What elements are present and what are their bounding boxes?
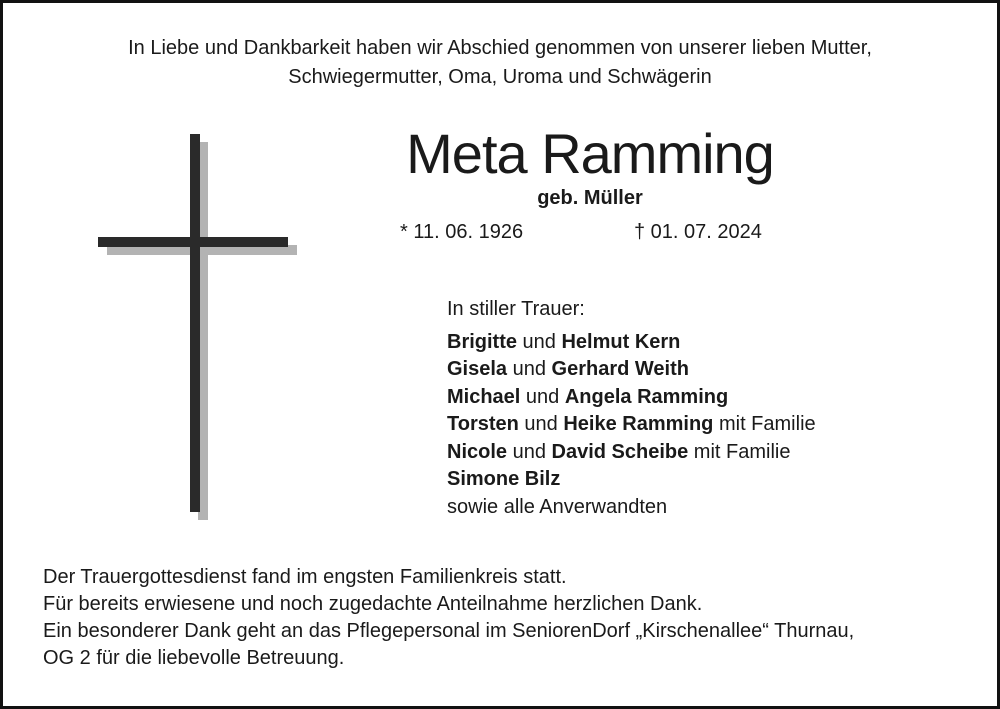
birth-date: * 11. 06. 1926 [400, 221, 524, 243]
mourner-name: Torsten [447, 413, 519, 435]
mourner-name: Nicole [447, 440, 508, 463]
intro-line: In Liebe und Dankbarkeit haben wir Abschied genommen von unserer lieben Mutter, [128, 37, 872, 59]
closing-line: OG 2 für die liebevolle Betreuung. [43, 647, 345, 669]
closing-line: Der Trauergottesdienst fand im engsten Familienkreis statt. [43, 566, 567, 588]
mourner-suffix: mit Familie [713, 413, 816, 435]
mourner-joiner: und [507, 440, 552, 463]
death-date: † 01. 07. 2024 [634, 221, 762, 243]
mourner-entry [447, 384, 816, 412]
mourner-name: Michael [447, 385, 521, 408]
mourner-joiner: und [518, 413, 564, 435]
mourner-name: Heike Ramming [563, 413, 714, 435]
mourners-list [447, 296, 816, 521]
mourners-closing: sowie alle Anverwandten [447, 495, 668, 518]
mourner-name: Simone Bilz [447, 468, 561, 490]
mourner-joiner: und [517, 330, 562, 353]
closing-line: Ein besonderer Dank geht an das Pflegepersonal im SeniorenDorf „Kirschenallee“ Thurnau, [43, 620, 855, 642]
mourner-name: Gisela [447, 358, 508, 380]
deceased-name: Meta Ramming [406, 122, 774, 185]
mourner-entry [447, 466, 816, 494]
mourner-joiner: und [507, 358, 552, 380]
cross-icon [98, 134, 298, 524]
mourner-name: Brigitte [447, 330, 517, 353]
closing-line: Für bereits erwiesene und noch zugedachte Anteilnahme herzlichen Dank. [43, 593, 703, 615]
intro-text [0, 34, 1000, 92]
cross-bar-horizontal [98, 237, 288, 247]
mourner-name: Angela Ramming [564, 385, 729, 408]
mourner-suffix: mit Familie [688, 440, 791, 463]
cross-bar-vertical [190, 134, 200, 512]
mourner-entry [447, 329, 816, 357]
mourner-name: Helmut Kern [561, 330, 681, 353]
mourners-heading: In stiller Trauer: [447, 298, 585, 320]
mourner-entry [447, 439, 816, 467]
mourner-joiner: und [520, 385, 565, 408]
mourner-entry [447, 356, 816, 384]
maiden-name: geb. Müller [537, 187, 643, 209]
closing-text [43, 564, 963, 672]
mourner-entry [447, 411, 816, 439]
mourner-name: David Scheibe [551, 440, 689, 463]
mourner-name: Gerhard Weith [551, 358, 689, 380]
intro-line: Schwiegermutter, Oma, Uroma und Schwägerin [288, 66, 712, 88]
